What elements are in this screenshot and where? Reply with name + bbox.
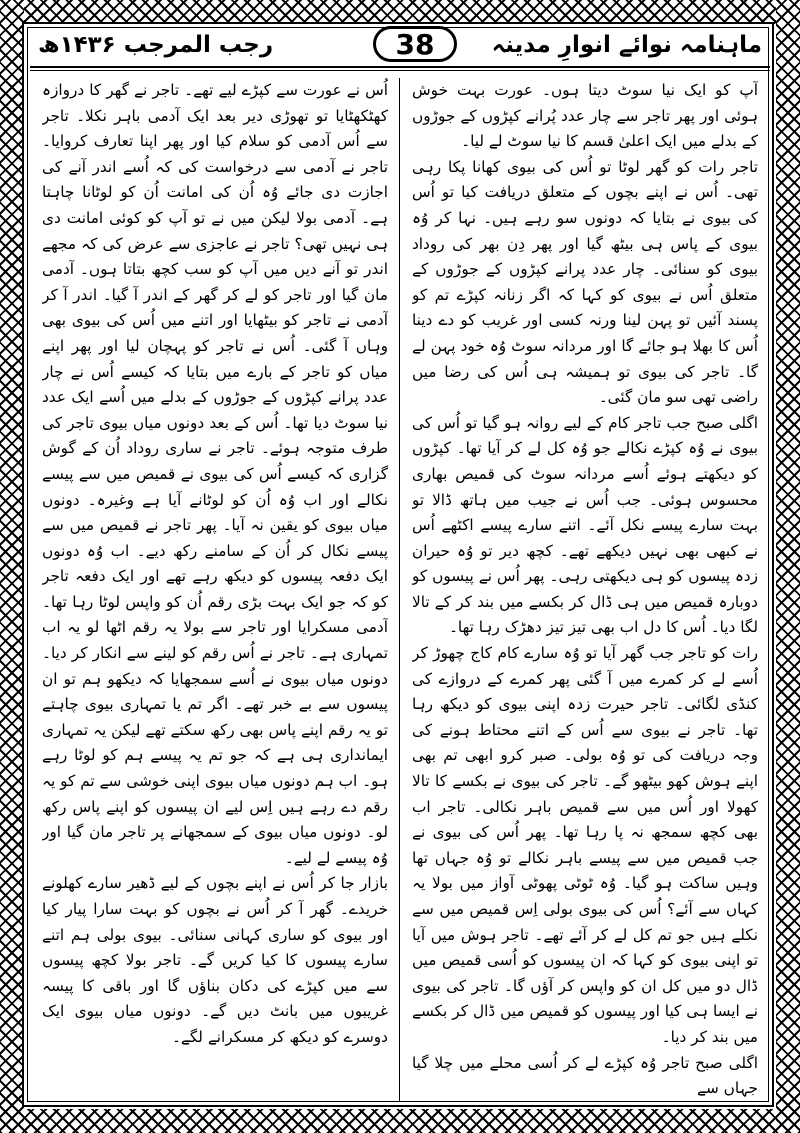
issue-date: رجب المرجب ۱۴۳۶ھ [38, 32, 274, 58]
paragraph: اُس نے عورت سے کپڑے لیے تھے۔ تاجر نے گھر کا دروازہ کھٹکھٹایا تو تھوڑی دیر بعد ایک آدمی باہر نکلا۔ تاجر سے اُس آدمی کو سلام کیا اور پھر اپنا تعارف کروایا۔ تاجر نے آدمی سے درخواست کی کہ اُسے اندر آنے کی اجازت دی جائے وُہ اُن کی امانت اُن کو لوٹانا چاہتا ہے۔ آدمی بولا لیکن میں نے تو آپ کو کوئی امانت دی ہی نہیں تھی؟ تاجر نے عاجزی سے عرض کی کہ مجھے اندر تو آنے دیں میں آپ کو سب کچھ بتاتا ہوں۔ آدمی مان گیا اور تاجر کو لے کر گھر کے اندر آ گیا۔ اندر آ کر آدمی نے تاجر کو بیٹھایا اور اتنے میں اُس کی بیوی بھی وہاں آ گئی۔ اُس نے تاجر کو پہچان لیا اور پھر اپنے میاں کو تاجر کے بارے میں بتایا کہ کیسے اُس نے چار عدد پرانے کپڑوں کے جوڑوں کے بدلے میں اُسے ایک عدد نیا سوٹ دیا تھا۔ اُس کے بعد دونوں میاں بیوی تاجر کی طرف متوجہ ہوئے۔ تاجر نے ساری روداد اُن کے گوش گزاری کہ کیسے اُس کی بیوی نے قمیص میں سے پیسے نکالے اور اب وُہ اُن کو لوٹانے آیا ہے وغیرہ۔ دونوں میاں بیوی کو یقین نہ آیا۔ پھر تاجر نے قمیص میں سے پیسے نکال کر اُن کے سامنے رکھ دیے۔ اب وُہ دونوں ایک دفعہ پیسوں کو دیکھ رہے تھے اور ایک دفعہ تاجر کو کہ جو ایک بہت بڑی رقم اُن کو واپس لوٹا رہا تھا۔ آدمی مسکرایا اور تاجر سے بولا یہ رقم اٹھا لو یہ اب تمہاری ہے۔ تاجر نے اُس رقم کو لینے سے انکار کر دیا۔ دونوں میاں بیوی نے اُسے سمجھایا کہ دیکھو ہم تو ان پیسوں سے بے خبر تھے۔ اگر تم یا تمہاری بیوی چاہتے تو یہ رقم اپنے پاس بھی رکھ سکتے تھے لیکن یہ تمہاری ایمانداری ہی ہے کہ جو تم یہ پیسے ہم کو لوٹا رہے ہو۔ اب ہم دونوں میاں بیوی اپنی خوشی سے تم کو یہ رقم دے رہے ہیں اِس لیے ان پیسوں کو اپنے پاس رکھ لو۔ دونوں میاں بیوی کے سمجھانے پر تاجر مان گیا اور وُہ پیسے لے لیے۔ [42, 81, 388, 867]
paragraph: بازار جا کر اُس نے اپنے بچوں کے لیے ڈھیر سارے کھلونے خریدے۔ گھر آ کر اُس نے بچوں کو بہت سارا پیار کیا اور بیوی کو ساری کہانی سنائی۔ بیوی بولی ہم اتنے سارے پیسوں کا کیا کریں گے۔ تاجر بولا کچھ پیسوں سے میں کپڑے کی دکان بناؤں گا اور باقی کا پیسہ غریبوں میں بانٹ دیں گے۔ دونوں میاں بیوی ایک دوسرے کو دیکھ کر مسکرانے لگے۔ [42, 874, 388, 1046]
page-number-badge: 38 [373, 26, 457, 62]
header-rule-thin [30, 70, 770, 71]
paragraph: اگلی صبح تاجر وُہ کپڑے لے کر اُسی محلے میں چلا گیا جہاں سے [412, 1053, 758, 1098]
ornamental-border-top [0, 0, 800, 24]
paragraph: رات کو تاجر جب گھر آیا تو وُہ سارے کام کاج چھوڑ کر اُسے لے کر کمرے میں آ گئی پھر کمرے کے دروازے کی کنڈی لگائی۔ تاجر حیرت زدہ اپنی بیوی کو دیکھ رہا تھا۔ تاجر نے بیوی سے اُس کے اتنے محتاط ہونے کی وجہ دریافت کی تو وُہ بولی۔ صبر کرو ابھی تم بھی اپنے ہوش کھو بیٹھو گے۔ تاجر کی بیوی نے بکسے کا تالا کھولا اور اُس میں سے قمیص باہر نکالی۔ تاجر اب بھی کچھ سمجھ نہ پا رہا تھا۔ پھر اُس کی بیوی نے جب قمیص میں سے پیسے باہر نکالے تو وُہ جہاں تھا وہیں ساکت ہو گیا۔ وُہ ٹوٹی پھوٹی آواز میں بولا یہ کہاں سے آئے؟ اُس کی بیوی بولی اِس قمیص میں سے نکلے ہیں جو تم کل لے کر آئے تھے۔ تاجر ہوش میں آیا تو اپنی بیوی کو کہا کہ ان پیسوں کو اُسی قمیص میں ڈال دو میں کل ان کو واپس کر آؤں گا۔ تاجر کی بیوی نے ایسا ہی کیا اور پیسوں کو قمیص میں ڈال کر بکسے میں بند کر دیا۔ [412, 644, 758, 1046]
ornamental-border-bottom [0, 1109, 800, 1133]
text-column-right [412, 78, 758, 1104]
column-divider [399, 78, 400, 1102]
paragraph: آپ کو ایک نیا سوٹ دیتا ہوں۔ عورت بہت خوش ہوئی اور پھر تاجر سے چار عدد پُرانے کپڑوں کے جوڑوں کے بدلے میں ایک اعلیٰ قسم کا نیا سوٹ لے لیا۔ [412, 81, 758, 151]
paragraph: اگلی صبح جب تاجر کام کے لیے روانہ ہو گیا تو اُس کی بیوی نے وُہ کپڑے نکالے جو وُہ کل لے کر آیا تھا۔ کپڑوں کو دیکھتے ہوئے اُسے مردانہ سوٹ کی قمیص بھاری محسوس ہوئی۔ جب اُس نے جیب میں ہاتھ ڈالا تو بہت سارے پیسے نکل آئے۔ اتنے سارے پیسے اکٹھے اُس نے کبھی بھی نہیں دیکھے تھے۔ کچھ دیر تو وُہ حیران زدہ پیسوں کو ہی دیکھتی رہی۔ پھر اُس نے پیسوں کو دوبارہ قمیص میں ہی ڈال کر بکسے میں بند کر کے تالا لگا دیا۔ اُس کا دل اب بھی تیز تیز دھڑک رہا تھا۔ [412, 413, 758, 637]
ornamental-border-left [0, 0, 24, 1133]
paragraph: تاجر رات کو گھر لوٹا تو اُس کی بیوی کھانا پکا رہی تھی۔ اُس نے اپنے بچوں کے متعلق دریافت کیا تو اُس کی بیوی نے بتایا کہ دونوں سو رہے ہیں۔ نہا کر وُہ بیوی کے پاس ہی بیٹھ گیا اور پھر دِن بھر کی روداد بیوی کو سنائی۔ چار عدد پرانے کپڑوں کے جوڑوں کے متعلق اُس نے بیوی کو کہا کہ اگر زنانہ کپڑے تم کو پسند آئیں تو پہن لینا ورنہ کسی اور غریب کو دے دینا اُس کا بھلا ہو جائے گا اور مردانہ سوٹ وُہ خود پہن لے گا۔ تاجر کی بیوی تو ہمیشہ ہی اُس کی رضا میں راضی تھی سو مان گئی۔ [412, 157, 758, 407]
magazine-title: ماہنامہ نوائے انوارِ مدینہ [491, 32, 762, 58]
ornamental-border-right [776, 0, 800, 1133]
text-column-left [42, 78, 388, 1104]
header-rule [30, 66, 770, 68]
page-header [30, 26, 770, 66]
